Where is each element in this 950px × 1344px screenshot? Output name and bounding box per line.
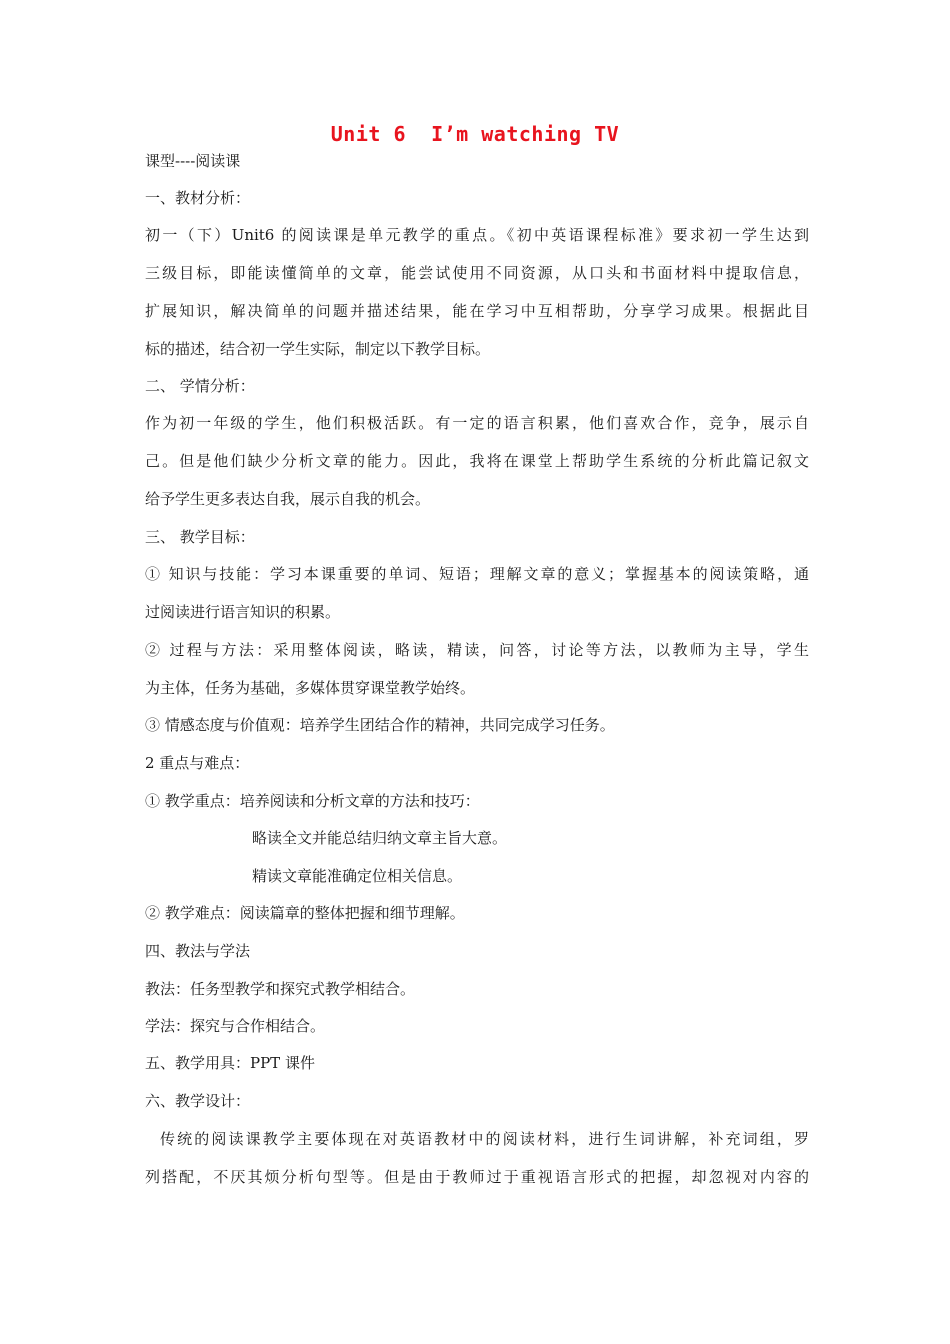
section-heading-3: 三、 教学目标： [145, 528, 255, 546]
document-title: Unit 6 I’m watching TV [330, 122, 620, 146]
paragraph-line: 扩展知识，解决简单的问题并描述结果，能在学习中互相帮助，分享学习成果。根据此目 [145, 302, 809, 320]
section-heading-2: 二、 学情分析： [145, 377, 255, 395]
goal-item-3: ③ 情感态度与价值观：培养学生团结合作的精神，共同完成学习任务。 [145, 716, 615, 734]
section-heading-6: 六、教学设计： [145, 1092, 251, 1110]
key-point-subitem: 精读文章能准确定位相关信息。 [252, 867, 463, 885]
paragraph-line: 己。但是他们缺少分析文章的能力。因此，我将在课堂上帮助学生系统的分析此篇记叙文 [145, 452, 809, 470]
section-heading-4: 四、教法与学法 [145, 942, 251, 960]
key-point-subitem: 略读全文并能总结归纳文章主旨大意。 [252, 829, 508, 847]
section-heading-5: 五、教学用具：PPT 课件 [145, 1054, 315, 1072]
lesson-type-line: 课型----阅读课 [145, 152, 241, 170]
paragraph-line: 标的描述，结合初一学生实际，制定以下教学目标。 [145, 340, 491, 358]
goal-item-2: ② 过程与方法：采用整体阅读，略读，精读，问答，讨论等方法，以教师为主导，学生 [145, 641, 809, 659]
paragraph-line: 作为初一年级的学生，他们积极活跃。有一定的语言积累，他们喜欢合作，竞争，展示自 [145, 414, 809, 432]
section-heading-key-points: 2 重点与难点： [145, 754, 250, 772]
difficulty-item: ② 教学难点：阅读篇章的整体把握和细节理解。 [145, 904, 465, 922]
goal-item-1: ① 知识与技能：学习本课重要的单词、短语；理解文章的意义；掌握基本的阅读策略，通 [145, 565, 809, 583]
paragraph-line: 初一（下）Unit6 的阅读课是单元教学的重点。《初中英语课程标准》要求初一学生达到 [145, 226, 809, 244]
learning-method-line: 学法：探究与合作相结合。 [145, 1017, 326, 1035]
paragraph-line: 传统的阅读课教学主要体现在对英语教材中的阅读材料，进行生词讲解，补充词组，罗 [160, 1130, 809, 1148]
paragraph-line: 列搭配，不厌其烦分析句型等。但是由于教师过于重视语言形式的把握，却忽视对内容的 [145, 1168, 809, 1186]
paragraph-line: 三级目标，即能读懂简单的文章，能尝试使用不同资源，从口头和书面材料中提取信息， [145, 264, 809, 282]
teaching-method-line: 教法：任务型教学和探究式教学相结合。 [145, 980, 416, 998]
section-heading-1: 一、教材分析： [145, 189, 251, 207]
paragraph-line: 给予学生更多表达自我，展示自我的机会。 [145, 490, 431, 508]
goal-item-2-cont: 为主体，任务为基础，多媒体贯穿课堂教学始终。 [145, 679, 476, 697]
goal-item-1-cont: 过阅读进行语言知识的积累。 [145, 603, 341, 621]
key-point-item: ① 教学重点：培养阅读和分析文章的方法和技巧： [145, 792, 480, 810]
